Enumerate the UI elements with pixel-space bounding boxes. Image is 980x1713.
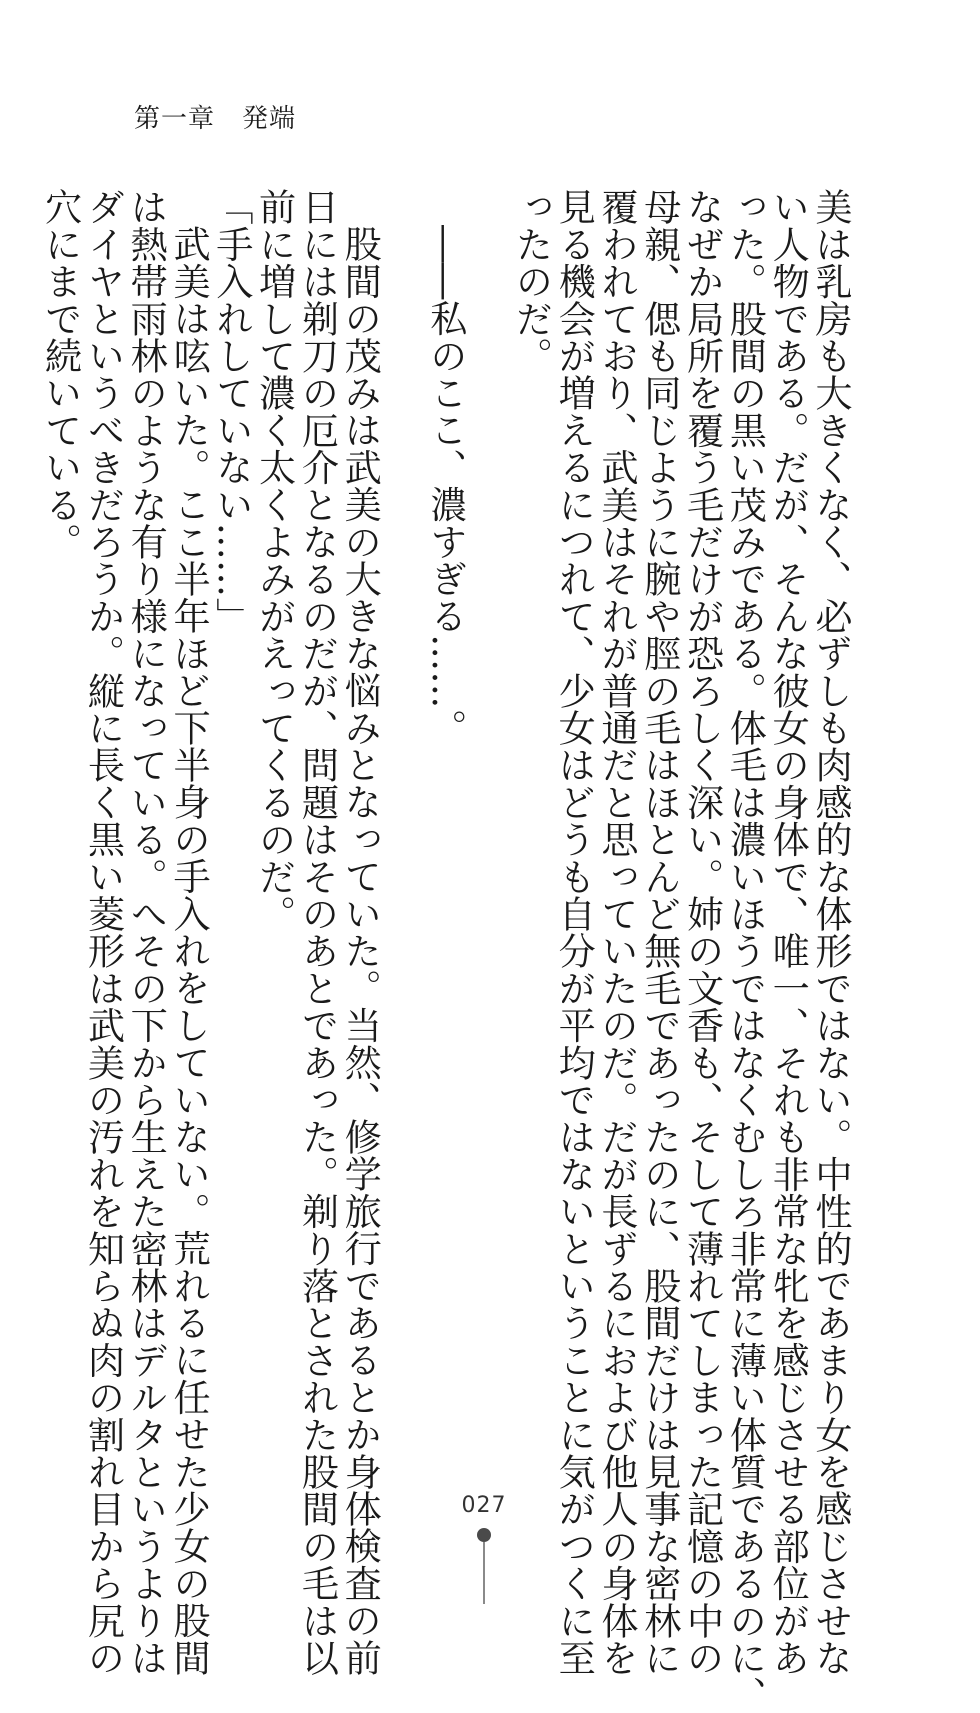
text-column: は熱帯雨林のような有り様になっている。へその下から生えた密林はデルタというよりは bbox=[124, 188, 169, 1676]
text-column: 股間の茂みは武美の大きな悩みとなっていた。当然、修学旅行であるとか身体検査の前 bbox=[338, 225, 383, 1676]
page-marker-line bbox=[483, 1542, 485, 1604]
text-column: ったのだ。 bbox=[509, 188, 554, 374]
text-column: なぜか局所を覆う毛だけが恐ろしく深い。姉の文香も、そして薄れてしまった記憶の中の bbox=[680, 188, 725, 1676]
text-column: い人物である。だが、そんな彼女の身体で、唯一、それも非常な牝を感じさせる部位があ bbox=[766, 188, 811, 1676]
text-column: 見る機会が増えるにつれて、少女はどうも自分が平均ではないということに気がつくに至 bbox=[552, 188, 597, 1676]
text-column bbox=[467, 188, 510, 1308]
text-column: 覆われており、武美はそれが普通だと思っていたのだ。だが長ずるにおよび他人の身体を bbox=[595, 188, 640, 1676]
text-column: 前に増して濃く太くよみがえってくるのだ。 bbox=[252, 188, 297, 932]
text-column: ダイヤというべきだろうか。縦に長く黒い菱形は武美の汚れを知らぬ肉の割れ目から尻の bbox=[81, 188, 126, 1676]
text-column: 美は乳房も大きくなく、必ずしも肉感的な体形ではない。中性的であまり女を感じさせな bbox=[809, 188, 853, 1676]
text-column: 「手入れしていない……」 bbox=[209, 188, 254, 635]
text-column: 母親、偲も同じように腕や脛の毛はほとんど無毛であったのに、股間だけは見事な密林に bbox=[637, 188, 682, 1676]
text-column: 穴にまで続いている。 bbox=[38, 188, 83, 560]
text-column: 武美は呟いた。ここ半年ほど下半身の手入れをしていない。荒れるに任せた少女の股間 bbox=[167, 225, 212, 1676]
text-column: 日には剃刀の厄介となるのだが、問題はそのあとであった。剃り落とされた股間の毛は以 bbox=[295, 188, 340, 1676]
page-marker-dot bbox=[477, 1528, 491, 1542]
chapter-header: 第一章 発端 bbox=[134, 104, 297, 134]
text-column bbox=[381, 188, 424, 1308]
text-column: った。股間の黒い茂みである。体毛は濃いほうではなくむしろ非常に薄い体質であるのに、 bbox=[723, 188, 768, 1713]
page-number: 027 bbox=[461, 1493, 507, 1518]
text-column: ――私のここ、濃すぎる……。 bbox=[423, 225, 468, 746]
